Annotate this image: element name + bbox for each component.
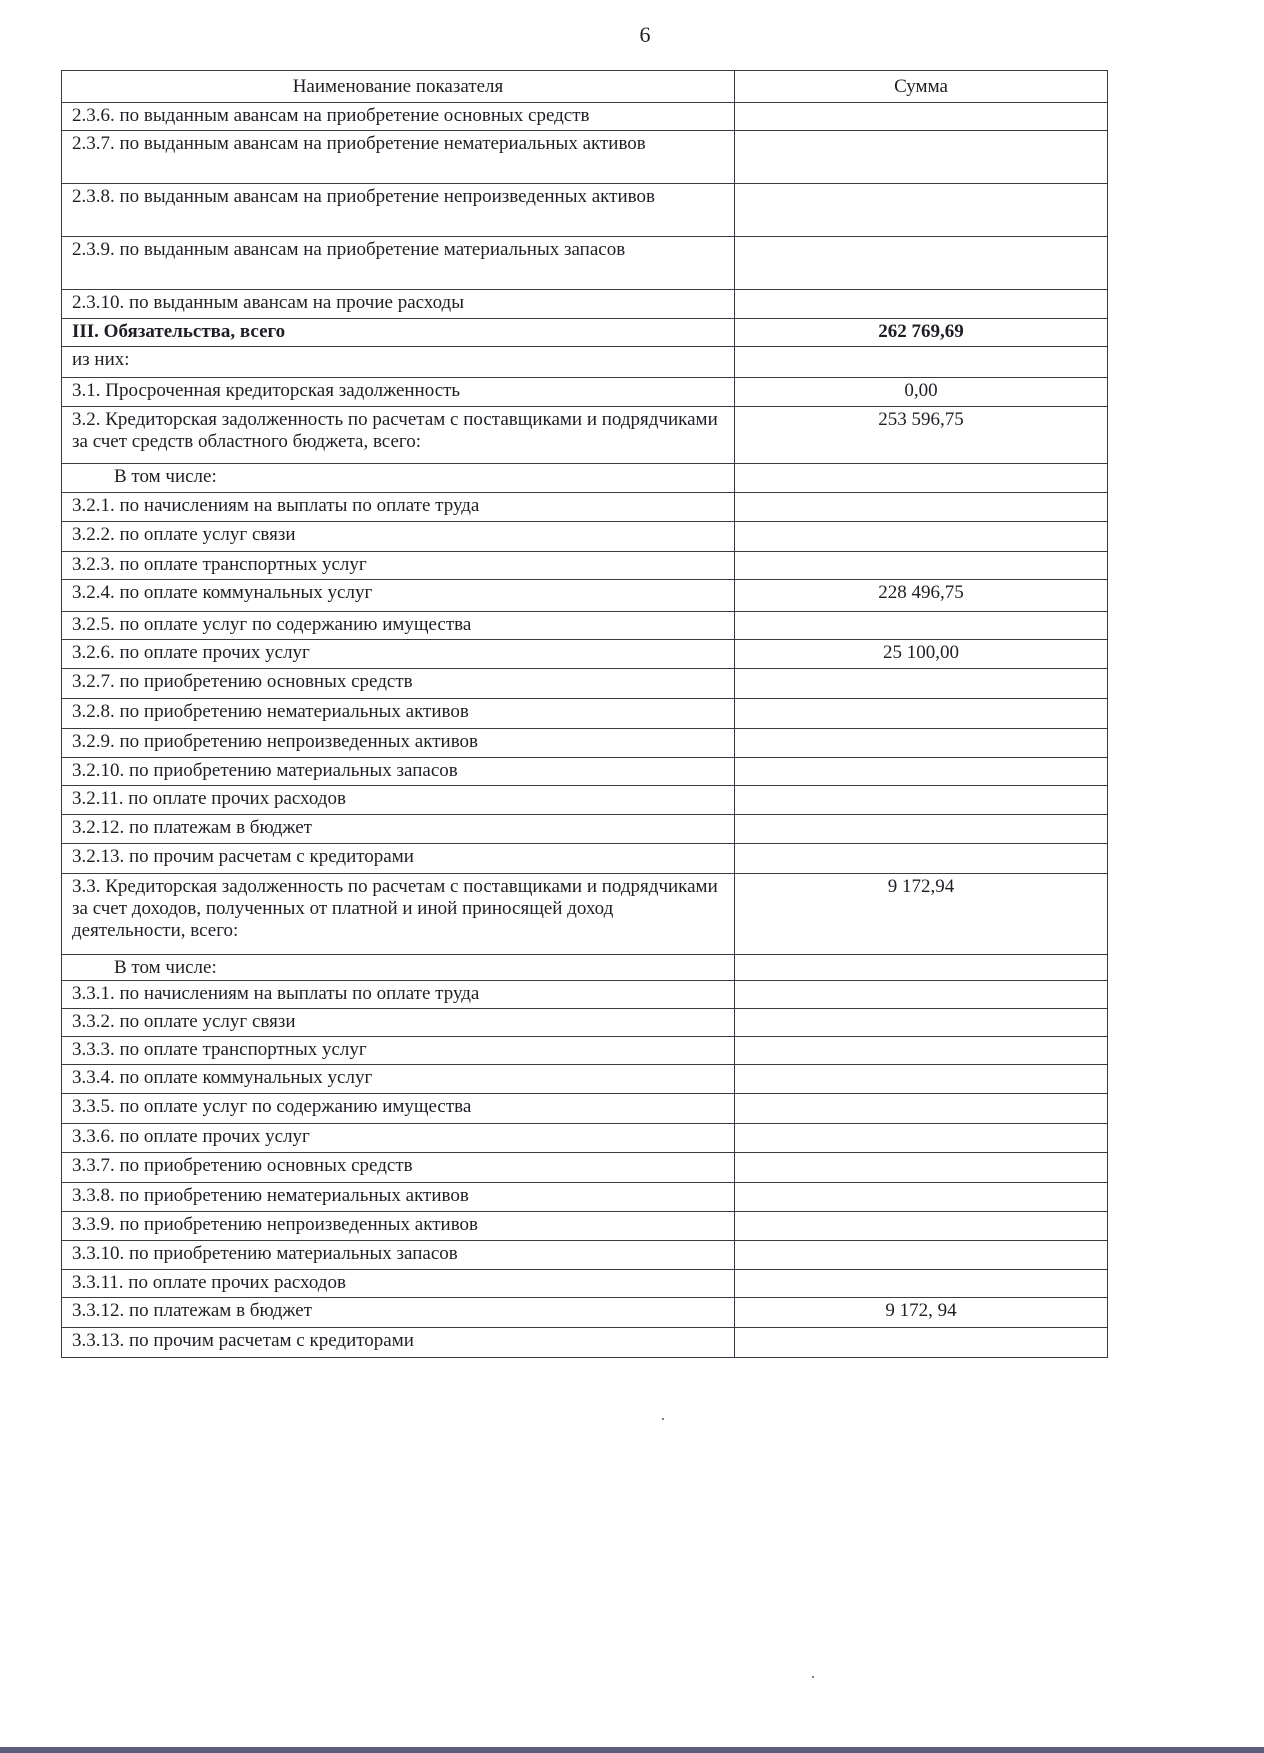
row-name: 3.2.3. по оплате транспортных услуг [62,552,735,580]
row-name: 2.3.7. по выданным авансам на приобретение нематериальных активов [62,131,735,184]
row-sum: 253 596,75 [735,407,1108,464]
row-sum [735,103,1108,131]
table-row [62,640,1108,669]
table-row [62,955,1108,981]
row-sum [735,493,1108,522]
row-sum: 0,00 [735,378,1108,407]
row-sum [735,347,1108,378]
row-sum [735,844,1108,874]
table-row [62,552,1108,580]
row-sum [735,464,1108,493]
table-row [62,184,1108,237]
row-sum: 9 172, 94 [735,1298,1108,1328]
row-name: 3.3.1. по начислениям на выплаты по оплате труда [62,981,735,1009]
row-name: 3.2.2. по оплате услуг связи [62,522,735,552]
row-name: 3.3.6. по оплате прочих услуг [62,1124,735,1153]
table-row [62,844,1108,874]
row-name: В том числе: [62,955,735,981]
row-name: В том числе: [62,464,735,493]
row-sum [735,1037,1108,1065]
header-name: Наименование показателя [62,71,735,103]
row-name: 3.2.4. по оплате коммунальных услуг [62,580,735,612]
table-row [62,347,1108,378]
row-sum [735,184,1108,237]
row-name: 3.3.7. по приобретению основных средств [62,1153,735,1183]
header-sum: Сумма [735,71,1108,103]
table-row [62,1094,1108,1124]
table-row [62,522,1108,552]
scan-edge [0,1747,1264,1753]
page-number: 6 [639,22,651,47]
table-row [62,874,1108,955]
row-name: 3.2.8. по приобретению нематериальных активов [62,699,735,729]
row-sum [735,729,1108,758]
row-sum [735,552,1108,580]
table-row [62,1009,1108,1037]
row-name: 3.2.1. по начислениям на выплаты по оплате труда [62,493,735,522]
row-sum [735,981,1108,1009]
row-name: 3.2.11. по оплате прочих расходов [62,786,735,815]
table-row [62,464,1108,493]
row-sum [735,699,1108,729]
row-name: 3.2. Кредиторская задолженность по расчетам с поставщиками и подрядчиками за счет средств областного бюджета, всего: [62,407,735,464]
row-name: 2.3.9. по выданным авансам на приобретение материальных запасов [62,237,735,290]
row-name: 3.2.9. по приобретению непроизведенных активов [62,729,735,758]
row-name: 3.3.4. по оплате коммунальных услуг [62,1065,735,1094]
row-name: 3.3.5. по оплате услуг по содержанию имущества [62,1094,735,1124]
table-row [62,1241,1108,1270]
row-sum [735,669,1108,699]
table-row [62,699,1108,729]
table-row [62,1212,1108,1241]
report-table [61,70,1108,1358]
row-name: 3.3.2. по оплате услуг связи [62,1009,735,1037]
row-sum [735,1212,1108,1241]
row-sum [735,1328,1108,1358]
row-sum [735,522,1108,552]
table-row [62,1270,1108,1298]
row-sum [735,1009,1108,1037]
scan-speck [812,1676,814,1678]
row-name: 3.3.9. по приобретению непроизведенных активов [62,1212,735,1241]
table-row [62,1153,1108,1183]
table-row [62,1124,1108,1153]
table-row [62,1328,1108,1358]
row-name: 3.3.8. по приобретению нематериальных активов [62,1183,735,1212]
row-sum: 9 172,94 [735,874,1108,955]
table-row [62,290,1108,319]
row-name: 3.3.11. по оплате прочих расходов [62,1270,735,1298]
row-sum [735,1124,1108,1153]
row-sum [735,1241,1108,1270]
row-sum [735,1153,1108,1183]
row-sum [735,815,1108,844]
row-sum [735,758,1108,786]
row-sum [735,786,1108,815]
row-name: 3.3.12. по платежам в бюджет [62,1298,735,1328]
row-name: III. Обязательства, всего [62,319,735,347]
table-row [62,319,1108,347]
table-row [62,729,1108,758]
table-row [62,612,1108,640]
table-row [62,580,1108,612]
row-name: 3.3.13. по прочим расчетам с кредиторами [62,1328,735,1358]
table-row [62,407,1108,464]
row-sum [735,1094,1108,1124]
row-name: 3.2.13. по прочим расчетам с кредиторами [62,844,735,874]
table-row [62,1037,1108,1065]
row-sum: 228 496,75 [735,580,1108,612]
row-sum [735,1183,1108,1212]
table-row [62,237,1108,290]
table-row [62,103,1108,131]
row-sum: 262 769,69 [735,319,1108,347]
table-row [62,758,1108,786]
table-row [62,378,1108,407]
row-name: из них: [62,347,735,378]
row-sum [735,290,1108,319]
row-sum: 25 100,00 [735,640,1108,669]
table-row [62,131,1108,184]
row-name: 3.2.12. по платежам в бюджет [62,815,735,844]
row-sum [735,1065,1108,1094]
table-row [62,815,1108,844]
table-row [62,1183,1108,1212]
scan-speck [662,1418,664,1420]
row-sum [735,131,1108,184]
table-row [62,493,1108,522]
row-name: 3.2.10. по приобретению материальных запасов [62,758,735,786]
row-sum [735,1270,1108,1298]
row-sum [735,955,1108,981]
row-sum [735,237,1108,290]
row-name: 2.3.6. по выданным авансам на приобретение основных средств [62,103,735,131]
row-name: 2.3.10. по выданным авансам на прочие расходы [62,290,735,319]
row-name: 3.3.3. по оплате транспортных услуг [62,1037,735,1065]
table-row [62,981,1108,1009]
row-name: 3.2.6. по оплате прочих услуг [62,640,735,669]
row-name: 3.2.7. по приобретению основных средств [62,669,735,699]
table-row [62,1065,1108,1094]
table-row [62,1298,1108,1328]
row-name: 3.2.5. по оплате услуг по содержанию имущества [62,612,735,640]
table-header-row [62,71,1108,103]
row-name: 3.3. Кредиторская задолженность по расчетам с поставщиками и подрядчиками за счет доходов, полученных от платной и иной приносящей доход деятельности, всего: [62,874,735,955]
table-row [62,669,1108,699]
row-name: 3.3.10. по приобретению материальных запасов [62,1241,735,1270]
table-row [62,786,1108,815]
row-sum [735,612,1108,640]
row-name: 2.3.8. по выданным авансам на приобретение непроизведенных активов [62,184,735,237]
row-name: 3.1. Просроченная кредиторская задолженность [62,378,735,407]
